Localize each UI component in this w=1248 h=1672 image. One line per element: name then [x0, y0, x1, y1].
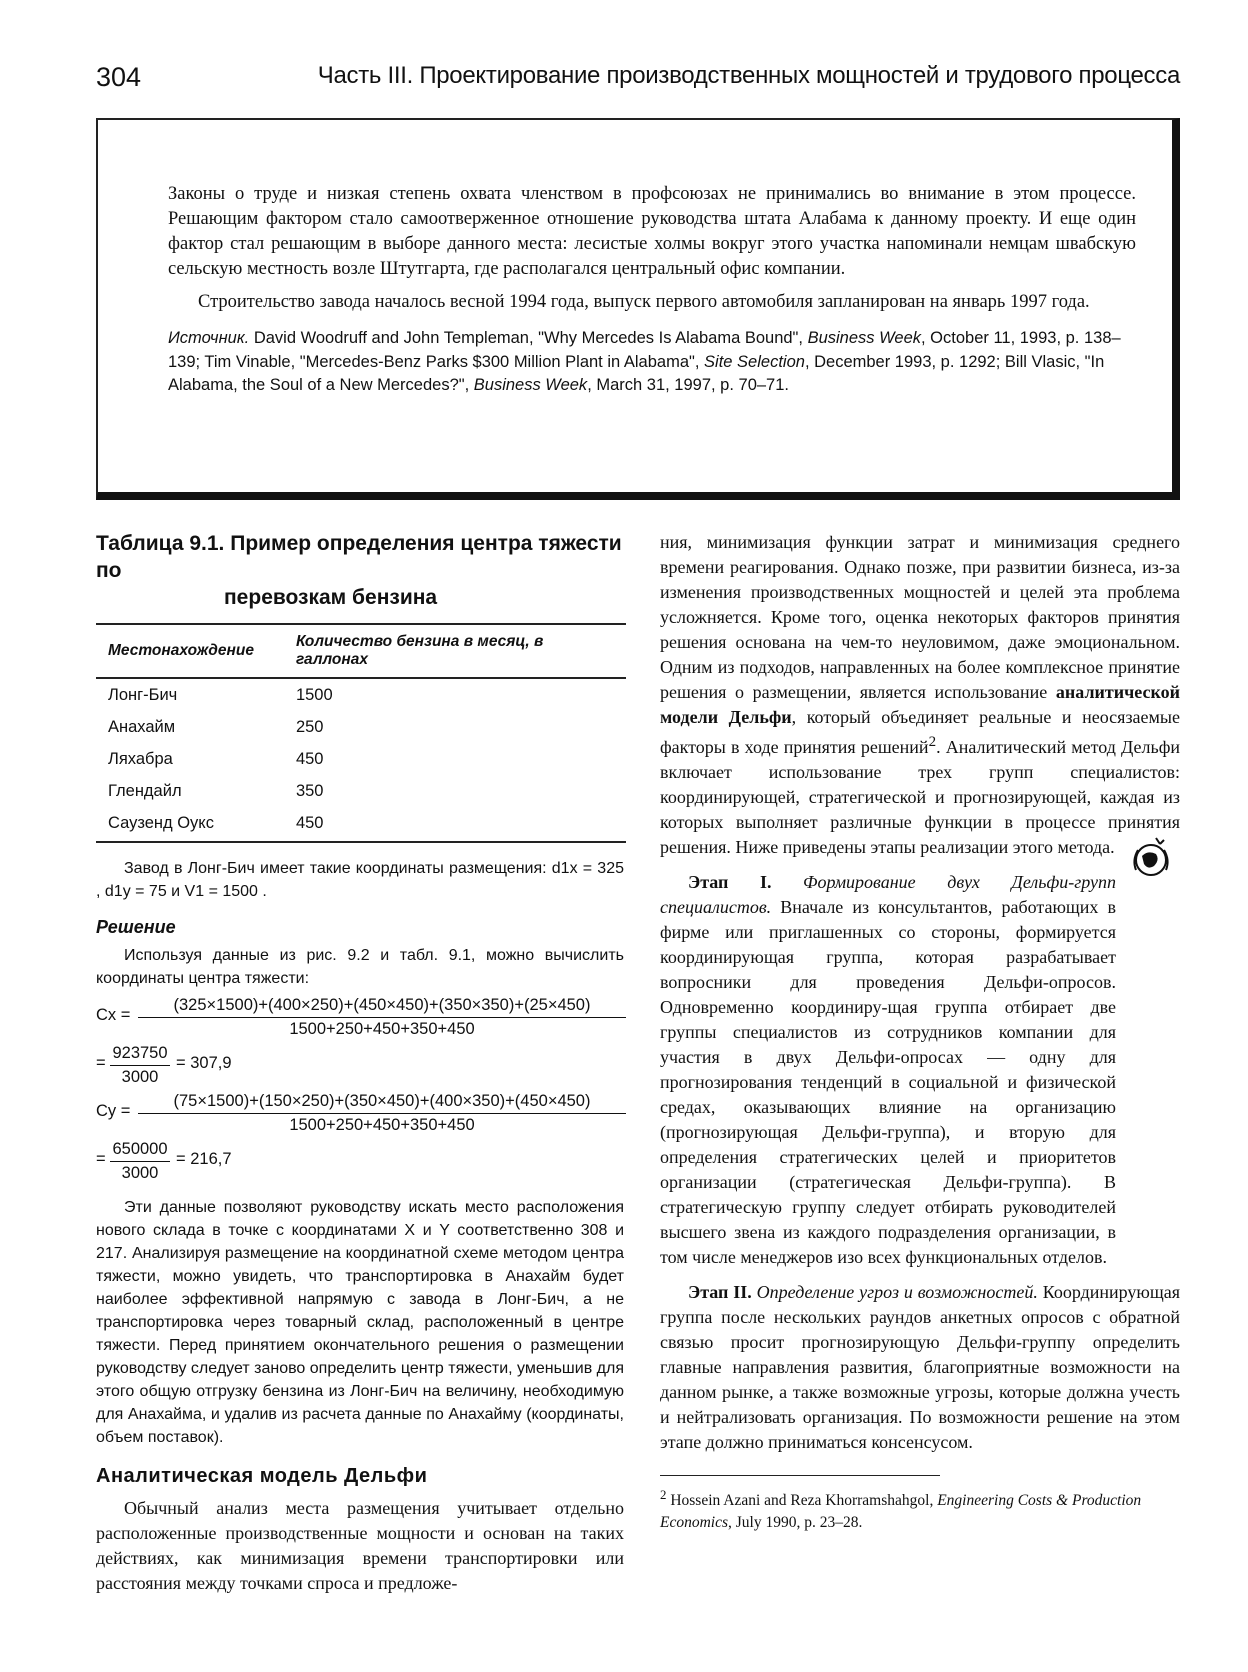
stage-2-paragraph	[660, 1280, 1180, 1455]
text-run: ния, минимизация функции затрат и минимизация среднего времени реагирования. Однако позже, при развитии бизнеса, из-за изменения производственных мощностей и целей эта проблема усложняется. Кроме того, оценка некоторых факторов принятия решения основана на чем-то неуловимом, даже эмоциональном. Одним из подходов, направленных на более комплексное принятие решения о размещении, является использование	[660, 532, 1180, 702]
cx-fraction-2	[110, 1044, 170, 1087]
table-title-line: Таблица 9.1. Пример определения центра тяжести по	[96, 532, 622, 582]
stage-1-title: Формирование двух Дельфи-групп специалистов.	[660, 872, 1116, 917]
table-row	[96, 678, 626, 711]
globe-hands-icon	[1126, 830, 1176, 886]
sidebar-paragraph: Законы о труде и низкая степень охвата членством в профсоюзах не принимались во внимание в этом процессе. Решающим фактором стало самоотверженное отношение руководства штата Алабама к данному проекту. И еще один фактор стал решающим в выборе данного места: лесистые холмы вокруг этого участка напоминали немцам швабскую сельскую местность возле Штутгарта, где располагался центральный офис компании.	[168, 184, 1136, 279]
stage-1-label: Этап I.	[688, 872, 772, 892]
cell-location: Анахайм	[108, 717, 176, 736]
text-run: . Аналитический метод Дельфи включает использование трех групп специалистов: координирующей, стратегической и прогнозирующей, каждая из которых выполняет различные функции в процессе принятия решения. Ниже приведены этапы реализации этого метода.	[660, 737, 1180, 857]
left-column	[96, 530, 624, 1596]
data-table	[96, 623, 626, 843]
table-title	[96, 530, 624, 611]
cy-label: Cy =	[96, 1102, 131, 1120]
footnote-text: Hossein Azani and Reza Khorramshahgol,	[666, 1492, 938, 1510]
cell-location: Глендайл	[108, 781, 182, 800]
cx-fraction	[138, 996, 626, 1039]
cx-numerator: (325×1500)+(400×250)+(450×450)+(350×350)+(25×450)	[138, 996, 626, 1018]
term-delphi-model: аналитической модели Дельфи	[660, 682, 1180, 727]
cx-denominator-2: 3000	[121, 1068, 159, 1086]
cy-numerator-2: 650000	[110, 1140, 170, 1162]
solution-intro: Используя данные из рис. 9.2 и табл. 9.1, можно вычислить координаты центра тяжести:	[96, 947, 624, 987]
text-run: , который объединяет реальные и неосязаемые факторы в ходе принятия решений	[660, 707, 1181, 757]
source-text: , March 31, 1997, p. 70–71.	[587, 376, 789, 394]
cx-result: = 307,9	[176, 1054, 232, 1072]
cx-numerator-2: 923750	[110, 1044, 170, 1066]
cell-quantity: 250	[295, 717, 324, 736]
table-header-row	[96, 624, 626, 678]
cy-denominator: 1500+250+450+350+450	[289, 1116, 475, 1134]
footnote-journal: Engineering Costs & Production Economics	[660, 1492, 1142, 1532]
cy-formula	[96, 1092, 624, 1140]
stage-2-title: Определение угроз и возможностей.	[751, 1282, 1038, 1302]
cell-location: Саузенд Оукс	[96, 807, 266, 842]
source-label: Источник.	[168, 329, 250, 347]
table-row	[96, 807, 626, 842]
stage-2-label: Этап II.	[688, 1282, 752, 1302]
running-head: Часть III. Проектирование производственных мощностей и трудового процесса	[317, 62, 1180, 89]
source-journal: Site Selection	[704, 352, 805, 371]
column-header-quantity: Количество бензина в месяц, в галлонах	[266, 624, 626, 678]
cx-denominator: 1500+250+450+350+450	[289, 1020, 475, 1038]
cell-quantity: 450	[295, 749, 324, 768]
cell-location: Ляхабра	[108, 749, 173, 768]
footnote-text: , July 1990, p. 23–28.	[728, 1514, 863, 1532]
stage-2-text: Координирующая группа после нескольких раундов анкетных опросов с обратной связью просит прогнозирующую Дельфи-группу определить главные направления развития, благоприятные возможности на данном рынке, а также возможные угрозы, которые должна учесть и нейтрализовать организация. По возможности решение на этом этапе должно приниматься консенсусом.	[660, 1282, 1180, 1452]
cx-formula	[96, 996, 624, 1044]
sidebar-source	[168, 327, 1136, 398]
case-sidebar-content	[168, 182, 1136, 398]
cy-numerator: (75×1500)+(150×250)+(350×450)+(400×350)+(450×450)	[138, 1092, 626, 1114]
cy-fraction-2	[110, 1140, 170, 1183]
case-sidebar-box	[96, 118, 1180, 500]
plant-coordinates: Завод в Лонг-Бич имеет такие координаты размещения: d1x = 325 , d1y = 75 и V1 = 1500 .	[96, 860, 624, 900]
cy-result-formula	[96, 1140, 624, 1188]
delphi-continued-paragraph	[660, 530, 1180, 860]
table-row	[96, 711, 626, 743]
analysis-paragraph: Эти данные позволяют руководству искать место расположения нового склада в точке с координатами X и Y соответственно 308 и 217. Анализируя размещение на координатной схеме методом центра тяжести, можно увидеть, что транспортировка в Анахайм будет наиболее эффективной напрямую с завода в Лонг-Бич, а не транспортировка через товарный склад, расположенный в центре тяжести. Перед принятием окончательного решения о размещении руководству следует заново определить центр тяжести, уменьшив для этого общую отгрузку бензина из Лонг-Бич на величину, необходимую для Анахайма, и удалив из расчета данные по Анахайму (координаты, объем поставок).	[96, 1199, 624, 1446]
stage-1-text: Вначале из консультантов, работающих в фирме или приглашенных со стороны, формируется координирующая группа, которая разрабатывает вопросники для проведения Дельфи-опросов. Одновременно координиру-щая группа отбирает две группы специалистов из сотрудников компании для участия в двух Дельфи-опросах — одну для прогнозирования тенденций в социальной и физической средах, оказывающих влияние на организацию (прогнозирующая Дельфи-группа), и вторую для определения стратегических целей и приоритетов организации (стратегическая Дельфи-группа). В стратегическую группу следует отбирать руководителей высшего звена из каждого подразделения организации, в том числе менеджеров изо всех функциональных отделов.	[660, 897, 1116, 1267]
cell-location: Лонг-Бич	[108, 685, 178, 704]
source-journal: Business Week	[807, 329, 921, 347]
cy-eq: =	[96, 1150, 106, 1168]
table-title-line: перевозкам бензина	[224, 586, 438, 609]
cx-result-formula	[96, 1044, 624, 1092]
source-journal: Business Week	[473, 376, 588, 394]
source-text: , October 11, 1993, p. 138–139; Tim Vinable, "Mercedes-Benz Parks $300 Million Plant in Alabama",	[168, 329, 1121, 371]
cy-denominator-2: 3000	[121, 1164, 159, 1182]
cx-label: Cx =	[96, 1006, 131, 1024]
right-column	[660, 530, 1180, 1534]
footnote	[660, 1484, 1180, 1534]
delphi-section-heading: Аналитическая модель Дельфи	[96, 1465, 428, 1487]
cy-result: = 216,7	[176, 1150, 232, 1168]
cy-fraction	[138, 1092, 626, 1135]
footnote-ref: 2	[928, 734, 937, 750]
cell-quantity: 1500	[295, 685, 333, 704]
footnote-number: 2	[660, 1487, 667, 1502]
stage-1-paragraph	[660, 870, 1180, 1270]
column-header-location: Местонахождение	[96, 624, 266, 678]
cell-quantity: 450	[266, 807, 626, 842]
source-text: , December 1993, p. 1292; Bill Vlasic, "In Alabama, the Soul of a New Mercedes?",	[168, 352, 1105, 394]
cx-eq: =	[96, 1054, 106, 1072]
table-row	[96, 775, 626, 807]
footnote-divider	[660, 1475, 940, 1476]
cell-quantity: 350	[295, 781, 324, 800]
sidebar-paragraph: Строительство завода началось весной 1994 года, выпуск первого автомобиля запланирован на январь 1997 года.	[198, 292, 1090, 312]
delphi-paragraph: Обычный анализ места размещения учитывает отдельно расположенные производственные мощности и основан на таких действиях, как минимизация времени транспортировки или расстояния между точками спроса и предложе-	[96, 1498, 624, 1593]
solution-heading: Решение	[96, 917, 176, 937]
table-row	[96, 743, 626, 775]
page-number: 304	[96, 62, 142, 92]
source-text: David Woodruff and John Templeman, "Why Mercedes Is Alabama Bound",	[249, 329, 808, 347]
